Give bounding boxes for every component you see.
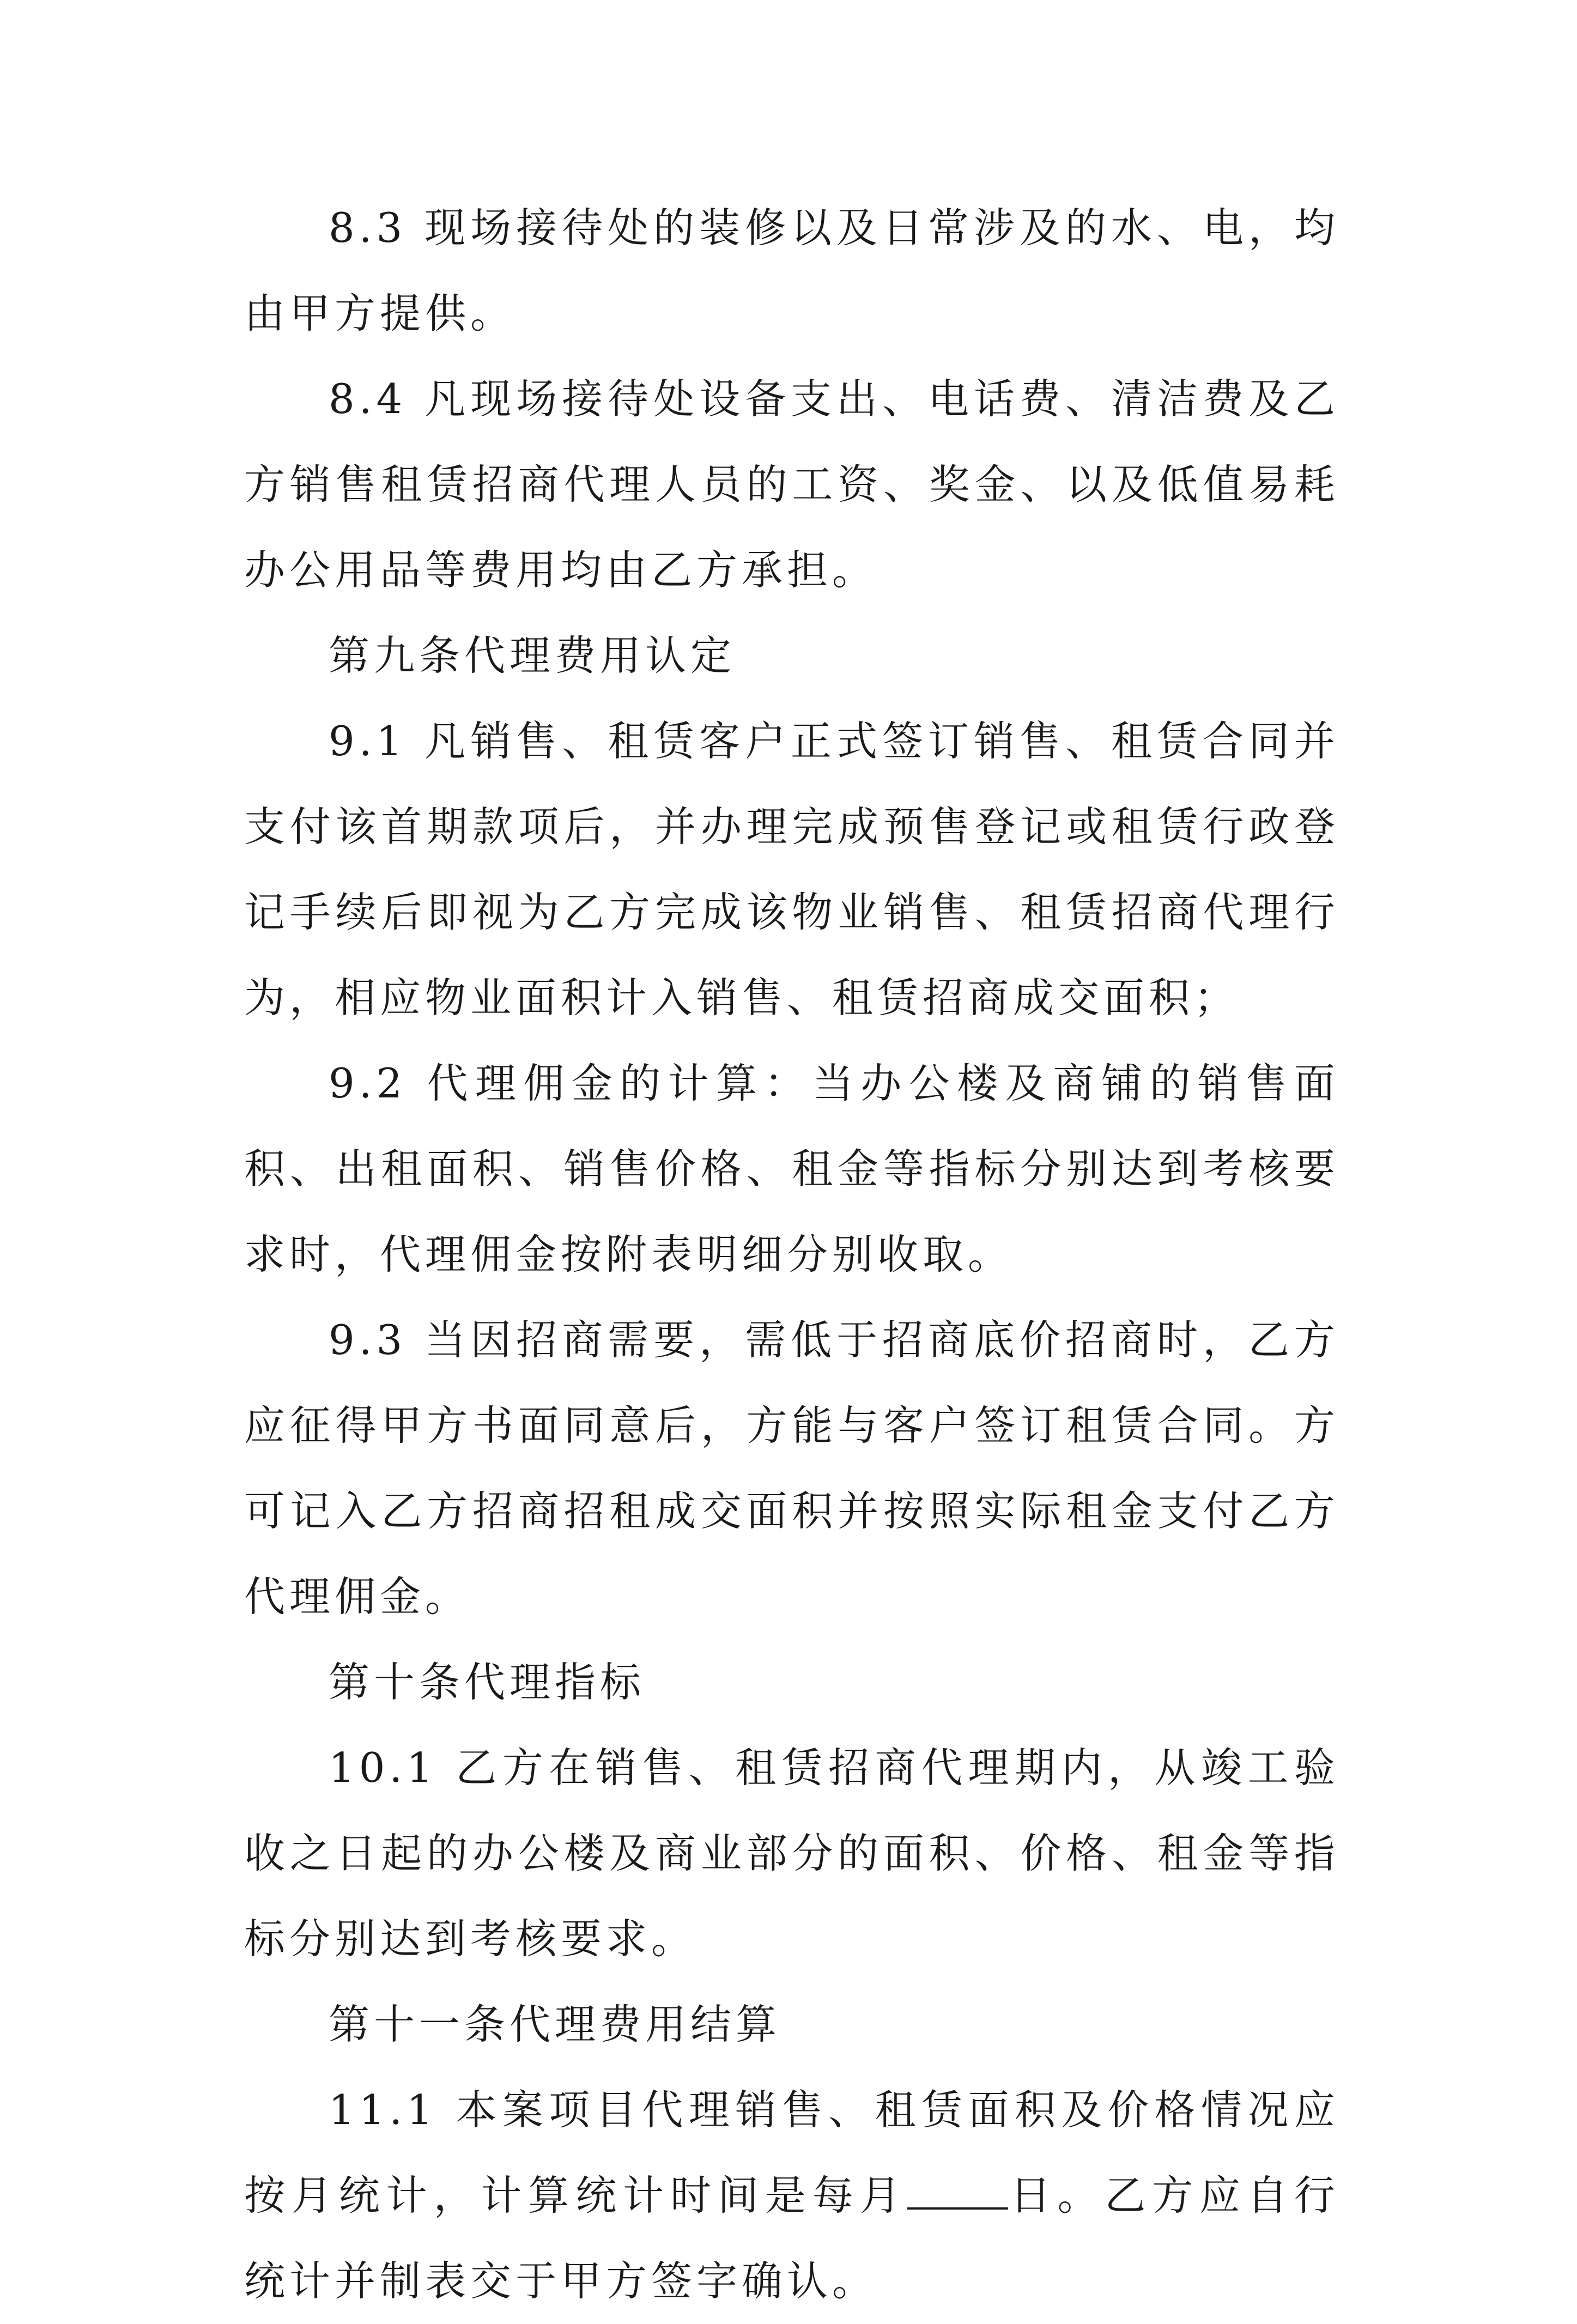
clause-10-1: 10.1 乙方在销售、租赁招商代理期内，从竣工验收之日起的办公楼及商业部分的面积、价格、租金等指标分别达到考核要求。 [244,1744,1339,1963]
fill-in-blank-day [907,2175,1008,2210]
article-9-heading: 第九条代理费用认定 [329,632,736,679]
clause-9-1: 9.1 凡销售、租赁客户正式签订销售、租赁合同并支付该首期款项后，并办理完成预售登记或租赁行政登记手续后即视为乙方完成该物业销售、租赁招商代理行为，相应物业面积计入销售、租赁招商成交面积； [244,717,1339,1022]
clause-9-2: 9.2 代理佣金的计算：当办公楼及商铺的销售面积、出租面积、销售价格、租金等指标分别达到考核要求时，代理佣金按附表明细分别收取。 [244,1059,1339,1278]
clause-8-4: 8.4 凡现场接待处设备支出、电话费、清洁费及乙方销售租赁招商代理人员的工资、奖金、以及低值易耗办公用品等费用均由乙方承担。 [244,375,1339,594]
document-body [244,185,1339,2324]
article-11-heading: 第十一条代理费用结算 [329,2000,781,2048]
clause-11-1-text-after: 日。乙方应自行统计并制表交于甲方签字确认。 [244,2171,1339,2305]
clause-11-1 [244,2067,1339,2324]
clause-8-3: 8.3 现场接待处的装修以及日常涉及的水、电，均由甲方提供。 [244,204,1339,337]
clause-11-1-text-before: 11.1 本案项目代理销售、租赁面积及价格情况应按月统计，计算统计时间是每月 [244,2086,1339,2219]
clause-9-3: 9.3 当因招商需要，需低于招商底价招商时，乙方应征得甲方书面同意后，方能与客户签订租赁合同。方可记入乙方招商招租成交面积并按照实际租金支付乙方代理佣金。 [244,1316,1339,1621]
article-10-heading: 第十条代理指标 [329,1658,646,1706]
